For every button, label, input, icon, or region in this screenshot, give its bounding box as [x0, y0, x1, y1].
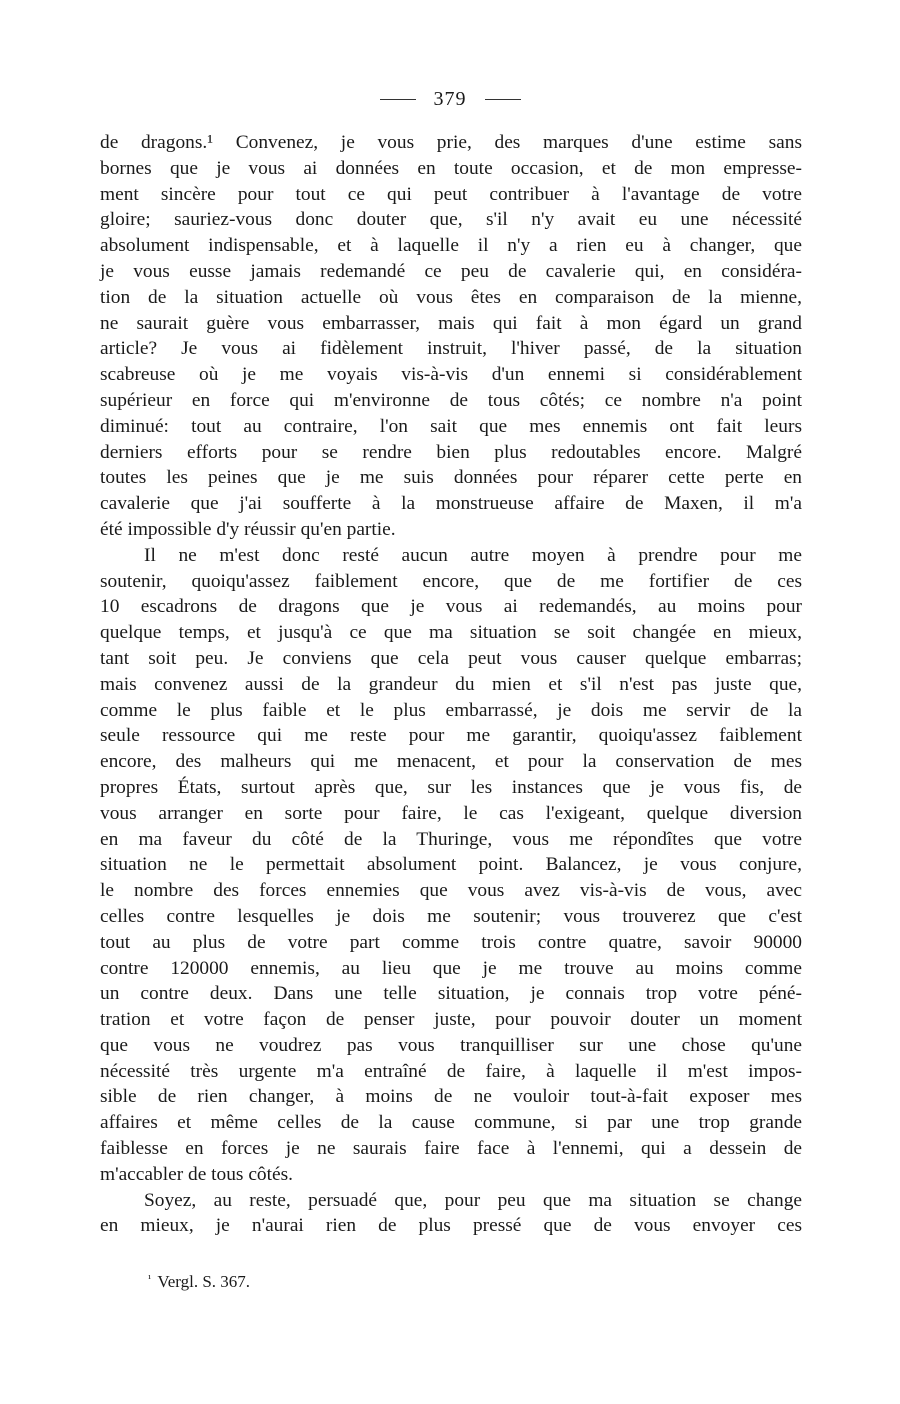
text-line: en ma faveur du côté de la Thuringe, vous me répondîtes que votre — [100, 828, 802, 850]
text-line: faiblesse en forces je ne saurais faire face à l'ennemi, qui a dessein de — [100, 1138, 802, 1160]
text-line: propres États, surtout après que, sur les instances que je vous fis, de — [100, 776, 802, 798]
text-line: ment sincère pour tout ce qui peut contribuer à l'avantage de votre — [100, 183, 802, 205]
text-line: celles contre lesquelles je dois me soutenir; vous trouverez que c'est — [100, 905, 802, 927]
text-line: toutes les peines que je me suis données pour réparer cette perte en — [100, 467, 802, 489]
text-line: quelque temps, et jusqu'à ce que ma situation se soit changée en mieux, — [100, 622, 802, 644]
text-line: nécessité très urgente m'a entraîné de faire, à laquelle il m'est impos- — [100, 1060, 802, 1082]
text-line: contre 120000 ennemis, au lieu que je me trouve au moins comme — [100, 957, 802, 979]
text-line: été impossible d'y réussir qu'en partie. — [100, 518, 396, 540]
footnote-marker: ¹ — [148, 1273, 152, 1285]
text-line: situation ne le permettait absolument point. Balancez, je vous conjure, — [100, 854, 802, 876]
page-header — [0, 88, 900, 111]
text-line: tant soit peu. Je conviens que cela peut vous causer quelque embarras; — [100, 647, 802, 669]
footnote — [148, 1272, 250, 1292]
text-line: derniers efforts pour se rendre bien plus redoutables encore. Malgré — [100, 441, 802, 463]
text-line: article? Je vous ai fidèlement instruit, l'hiver passé, de la situation — [100, 338, 802, 360]
text-line: 10 escadrons de dragons que je vous ai redemandés, au moins pour — [100, 596, 802, 618]
text-line: absolument indispensable, et à laquelle il n'y a rien eu à changer, que — [100, 235, 802, 257]
text-line: soutenir, quoiqu'assez faiblement encore, que de me fortifier de ces — [100, 570, 802, 592]
footnote-text: Vergl. S. 367. — [157, 1272, 251, 1291]
text-line: mais convenez aussi de la grandeur du mien et s'il n'est pas juste que, — [100, 673, 802, 695]
header-rule-left — [380, 99, 416, 100]
text-line: un contre deux. Dans une telle situation, je connais trop votre péné- — [100, 983, 802, 1005]
header-rule-right — [485, 99, 521, 100]
text-line: m'accabler de tous côtés. — [100, 1163, 294, 1185]
text-line: bornes que je vous ai données en toute occasion, et de mon empresse- — [100, 157, 802, 179]
text-line: seule ressource qui me reste pour me garantir, quoiqu'assez faiblement — [100, 725, 802, 747]
text-line: tout au plus de votre part comme trois contre quatre, savoir 90000 — [100, 931, 802, 953]
text-line: scabreuse où je me voyais vis-à-vis d'un ennemi si considérablement — [100, 364, 802, 386]
text-line: cavalerie que j'ai soufferte à la monstrueuse affaire de Maxen, il m'a — [100, 493, 802, 515]
text-line: que vous ne voudrez pas vous tranquilliser sur une chose qu'une — [100, 1034, 802, 1056]
text-line: Il ne m'est donc resté aucun autre moyen à prendre pour me — [144, 544, 802, 566]
text-line: tration et votre façon de penser juste, pour pouvoir douter un moment — [100, 1009, 802, 1031]
text-line: tion de la situation actuelle où vous êtes en comparaison de la mienne, — [100, 286, 802, 308]
text-line: en mieux, je n'aurai rien de plus pressé que de vous envoyer ces — [100, 1215, 802, 1237]
text-line: supérieur en force qui m'environne de tous côtés; ce nombre n'a point — [100, 389, 802, 411]
text-line: gloire; sauriez-vous donc douter que, s'il n'y avait eu une nécessité — [100, 209, 802, 231]
text-line: diminué: tout au contraire, l'on sait que mes ennemis ont fait leurs — [100, 415, 802, 437]
page-number: 379 — [433, 88, 467, 110]
text-line: le nombre des forces ennemies que vous avez vis-à-vis de vous, avec — [100, 880, 802, 902]
text-line: sible de rien changer, à moins de ne vouloir tout-à-fait exposer mes — [100, 1086, 802, 1108]
text-line: comme le plus faible et le plus embarrassé, je dois me servir de la — [100, 699, 802, 721]
text-line: vous arranger en sorte pour faire, le cas l'exigeant, quelque diversion — [100, 802, 802, 824]
text-line: Soyez, au reste, persuadé que, pour peu que ma situation se change — [144, 1189, 802, 1211]
text-line: de dragons.¹ Convenez, je vous prie, des marques d'une estime sans — [100, 132, 802, 153]
body-text — [100, 130, 802, 1239]
text-line: affaires et même celles de la cause commune, si par une trop grande — [100, 1112, 802, 1134]
text-line: je vous eusse jamais redemandé ce peu de cavalerie qui, en considéra- — [100, 260, 802, 282]
text-line: encore, des malheurs qui me menacent, et pour la conservation de mes — [100, 751, 802, 773]
text-line: ne saurait guère vous embarrasser, mais qui fait à mon égard un grand — [100, 312, 802, 334]
